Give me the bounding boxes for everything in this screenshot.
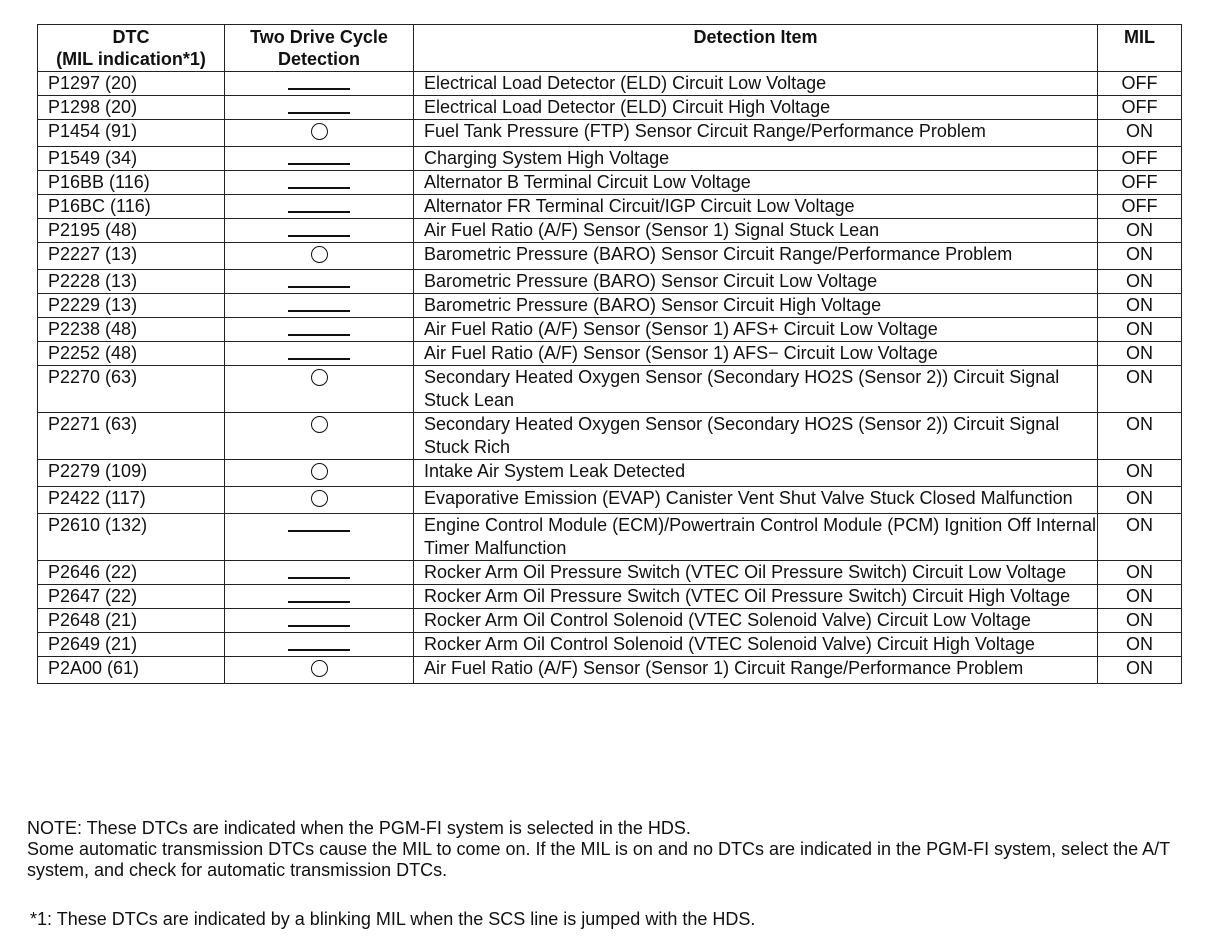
note-line-1: NOTE: These DTCs are indicated when the PGM-FI system is selected in the HDS. <box>27 818 691 838</box>
two-drive-header-line2: Detection <box>277 49 360 69</box>
dtc-code-cell: P2648 (21) <box>38 609 225 633</box>
two-drive-cell <box>225 561 414 585</box>
table-row <box>38 270 1182 294</box>
dash-icon <box>288 358 350 360</box>
mil-status-cell: ON <box>1098 657 1182 684</box>
table-row <box>38 633 1182 657</box>
dash-icon <box>288 530 350 532</box>
dtc-header-line1: DTC <box>112 27 150 47</box>
mil-status-cell: ON <box>1098 318 1182 342</box>
detection-item-cell: Rocker Arm Oil Control Solenoid (VTEC Solenoid Valve) Circuit Low Voltage <box>414 609 1098 633</box>
two-drive-cell <box>225 243 414 270</box>
mil-status-cell: ON <box>1098 487 1182 514</box>
two-drive-cell <box>225 318 414 342</box>
detection-item-cell: Electrical Load Detector (ELD) Circuit Low Voltage <box>414 72 1098 96</box>
table-row <box>38 171 1182 195</box>
table-row <box>38 585 1182 609</box>
detection-item-cell: Air Fuel Ratio (A/F) Sensor (Sensor 1) AFS− Circuit Low Voltage <box>414 342 1098 366</box>
two-drive-cell <box>225 609 414 633</box>
dtc-code-cell: P2610 (132) <box>38 514 225 561</box>
mil-status-cell: ON <box>1098 294 1182 318</box>
two-drive-cell <box>225 514 414 561</box>
detection-item-cell: Charging System High Voltage <box>414 147 1098 171</box>
dtc-code-cell: P2649 (21) <box>38 633 225 657</box>
circle-icon <box>311 416 328 433</box>
detection-item-cell: Engine Control Module (ECM)/Powertrain Control Module (PCM) Ignition Off Internal Timer Malfunction <box>414 514 1098 561</box>
table-row <box>38 657 1182 684</box>
two-drive-cell <box>225 171 414 195</box>
two-drive-cell <box>225 72 414 96</box>
dtc-code-cell: P2227 (13) <box>38 243 225 270</box>
mil-status-cell: ON <box>1098 342 1182 366</box>
detection-item-cell: Rocker Arm Oil Pressure Switch (VTEC Oil Pressure Switch) Circuit High Voltage <box>414 585 1098 609</box>
dtc-code-cell: P1549 (34) <box>38 147 225 171</box>
dtc-code-cell: P1297 (20) <box>38 72 225 96</box>
detection-item-cell: Secondary Heated Oxygen Sensor (Secondary HO2S (Sensor 2)) Circuit Signal Stuck Lean <box>414 366 1098 413</box>
table-row <box>38 195 1182 219</box>
table-row <box>38 460 1182 487</box>
table-row <box>38 561 1182 585</box>
dash-icon <box>288 625 350 627</box>
mil-status-cell: OFF <box>1098 96 1182 120</box>
circle-icon <box>311 246 328 263</box>
mil-status-cell: ON <box>1098 120 1182 147</box>
mil-status-cell: ON <box>1098 633 1182 657</box>
mil-status-cell: ON <box>1098 219 1182 243</box>
detection-item-cell: Rocker Arm Oil Control Solenoid (VTEC Solenoid Valve) Circuit High Voltage <box>414 633 1098 657</box>
dtc-code-cell: P2229 (13) <box>38 294 225 318</box>
table-row <box>38 294 1182 318</box>
dtc-code-cell: P1454 (91) <box>38 120 225 147</box>
detection-item-column-header: Detection Item <box>414 25 1098 72</box>
detection-item-cell: Air Fuel Ratio (A/F) Sensor (Sensor 1) Signal Stuck Lean <box>414 219 1098 243</box>
mil-status-cell: ON <box>1098 514 1182 561</box>
dtc-code-cell: P2646 (22) <box>38 561 225 585</box>
dash-icon <box>288 310 350 312</box>
detection-item-cell: Rocker Arm Oil Pressure Switch (VTEC Oil Pressure Switch) Circuit Low Voltage <box>414 561 1098 585</box>
mil-status-cell: OFF <box>1098 195 1182 219</box>
dtc-table-body <box>38 72 1182 684</box>
table-row <box>38 342 1182 366</box>
dtc-code-cell: P2271 (63) <box>38 413 225 460</box>
dtc-code-cell: P2422 (117) <box>38 487 225 514</box>
table-row <box>38 120 1182 147</box>
mil-status-cell: OFF <box>1098 171 1182 195</box>
dash-icon <box>288 334 350 336</box>
dash-icon <box>288 235 350 237</box>
two-drive-cell <box>225 219 414 243</box>
mil-column-header: MIL <box>1098 25 1182 72</box>
dtc-table <box>37 24 1182 684</box>
two-drive-cell <box>225 657 414 684</box>
dash-icon <box>288 601 350 603</box>
circle-icon <box>311 369 328 386</box>
detection-item-cell: Barometric Pressure (BARO) Sensor Circuit Low Voltage <box>414 270 1098 294</box>
dash-icon <box>288 187 350 189</box>
table-row <box>38 147 1182 171</box>
two-drive-cell <box>225 366 414 413</box>
detection-item-cell: Intake Air System Leak Detected <box>414 460 1098 487</box>
mil-status-cell: ON <box>1098 366 1182 413</box>
two-drive-cell <box>225 294 414 318</box>
two-drive-cell <box>225 342 414 366</box>
two-drive-cell <box>225 460 414 487</box>
dash-icon <box>288 286 350 288</box>
two-drive-cell <box>225 487 414 514</box>
two-drive-header-line1: Two Drive Cycle <box>250 27 388 47</box>
circle-icon <box>311 660 328 677</box>
two-drive-cell <box>225 413 414 460</box>
mil-status-cell: ON <box>1098 413 1182 460</box>
dash-icon <box>288 112 350 114</box>
table-row <box>38 487 1182 514</box>
table-row <box>38 72 1182 96</box>
two-drive-column-header <box>225 25 414 72</box>
detection-item-cell: Air Fuel Ratio (A/F) Sensor (Sensor 1) AFS+ Circuit Low Voltage <box>414 318 1098 342</box>
mil-status-cell: ON <box>1098 243 1182 270</box>
dtc-header-line2: (MIL indication*1) <box>56 49 206 69</box>
two-drive-cell <box>225 585 414 609</box>
dtc-code-cell: P2252 (48) <box>38 342 225 366</box>
mil-status-cell: ON <box>1098 609 1182 633</box>
table-row <box>38 96 1182 120</box>
mil-status-cell: ON <box>1098 460 1182 487</box>
detection-item-cell: Barometric Pressure (BARO) Sensor Circuit Range/Performance Problem <box>414 243 1098 270</box>
circle-icon <box>311 123 328 140</box>
header-row <box>38 25 1182 72</box>
dash-icon <box>288 577 350 579</box>
dash-icon <box>288 163 350 165</box>
detection-item-cell: Evaporative Emission (EVAP) Canister Vent Shut Valve Stuck Closed Malfunction <box>414 487 1098 514</box>
table-row <box>38 219 1182 243</box>
table-row <box>38 318 1182 342</box>
detection-item-cell: Electrical Load Detector (ELD) Circuit High Voltage <box>414 96 1098 120</box>
dtc-code-cell: P16BC (116) <box>38 195 225 219</box>
table-row <box>38 609 1182 633</box>
dtc-code-cell: P1298 (20) <box>38 96 225 120</box>
dtc-code-cell: P2279 (109) <box>38 460 225 487</box>
table-row <box>38 413 1182 460</box>
detection-item-cell: Fuel Tank Pressure (FTP) Sensor Circuit Range/Performance Problem <box>414 120 1098 147</box>
dtc-code-cell: P2238 (48) <box>38 318 225 342</box>
dtc-code-cell: P2270 (63) <box>38 366 225 413</box>
mil-status-cell: OFF <box>1098 147 1182 171</box>
two-drive-cell <box>225 633 414 657</box>
dtc-column-header <box>38 25 225 72</box>
two-drive-cell <box>225 195 414 219</box>
dtc-code-cell: P2228 (13) <box>38 270 225 294</box>
mil-status-cell: ON <box>1098 585 1182 609</box>
dash-icon <box>288 88 350 90</box>
detection-item-cell: Alternator FR Terminal Circuit/IGP Circuit Low Voltage <box>414 195 1098 219</box>
detection-item-cell: Air Fuel Ratio (A/F) Sensor (Sensor 1) Circuit Range/Performance Problem <box>414 657 1098 684</box>
circle-icon <box>311 490 328 507</box>
two-drive-cell <box>225 120 414 147</box>
table-row <box>38 366 1182 413</box>
dtc-code-cell: P16BB (116) <box>38 171 225 195</box>
note-line-2: Some automatic transmission DTCs cause the MIL to come on. If the MIL is on and no DTCs are indicated in the PGM-FI system, select the A/T system, and check for automatic transmission DTCs. <box>27 839 1170 880</box>
mil-status-cell: OFF <box>1098 72 1182 96</box>
two-drive-cell <box>225 270 414 294</box>
dash-icon <box>288 649 350 651</box>
dtc-code-cell: P2A00 (61) <box>38 657 225 684</box>
detection-item-cell: Secondary Heated Oxygen Sensor (Secondary HO2S (Sensor 2)) Circuit Signal Stuck Rich <box>414 413 1098 460</box>
circle-icon <box>311 463 328 480</box>
mil-status-cell: ON <box>1098 270 1182 294</box>
two-drive-cell <box>225 96 414 120</box>
table-row <box>38 514 1182 561</box>
dtc-code-cell: P2195 (48) <box>38 219 225 243</box>
footnote: *1: These DTCs are indicated by a blinking MIL when the SCS line is jumped with the HDS. <box>30 909 756 929</box>
table-row <box>38 243 1182 270</box>
detection-item-cell: Alternator B Terminal Circuit Low Voltage <box>414 171 1098 195</box>
mil-status-cell: ON <box>1098 561 1182 585</box>
dash-icon <box>288 211 350 213</box>
dtc-code-cell: P2647 (22) <box>38 585 225 609</box>
two-drive-cell <box>225 147 414 171</box>
detection-item-cell: Barometric Pressure (BARO) Sensor Circuit High Voltage <box>414 294 1098 318</box>
notes-section <box>27 818 1197 881</box>
